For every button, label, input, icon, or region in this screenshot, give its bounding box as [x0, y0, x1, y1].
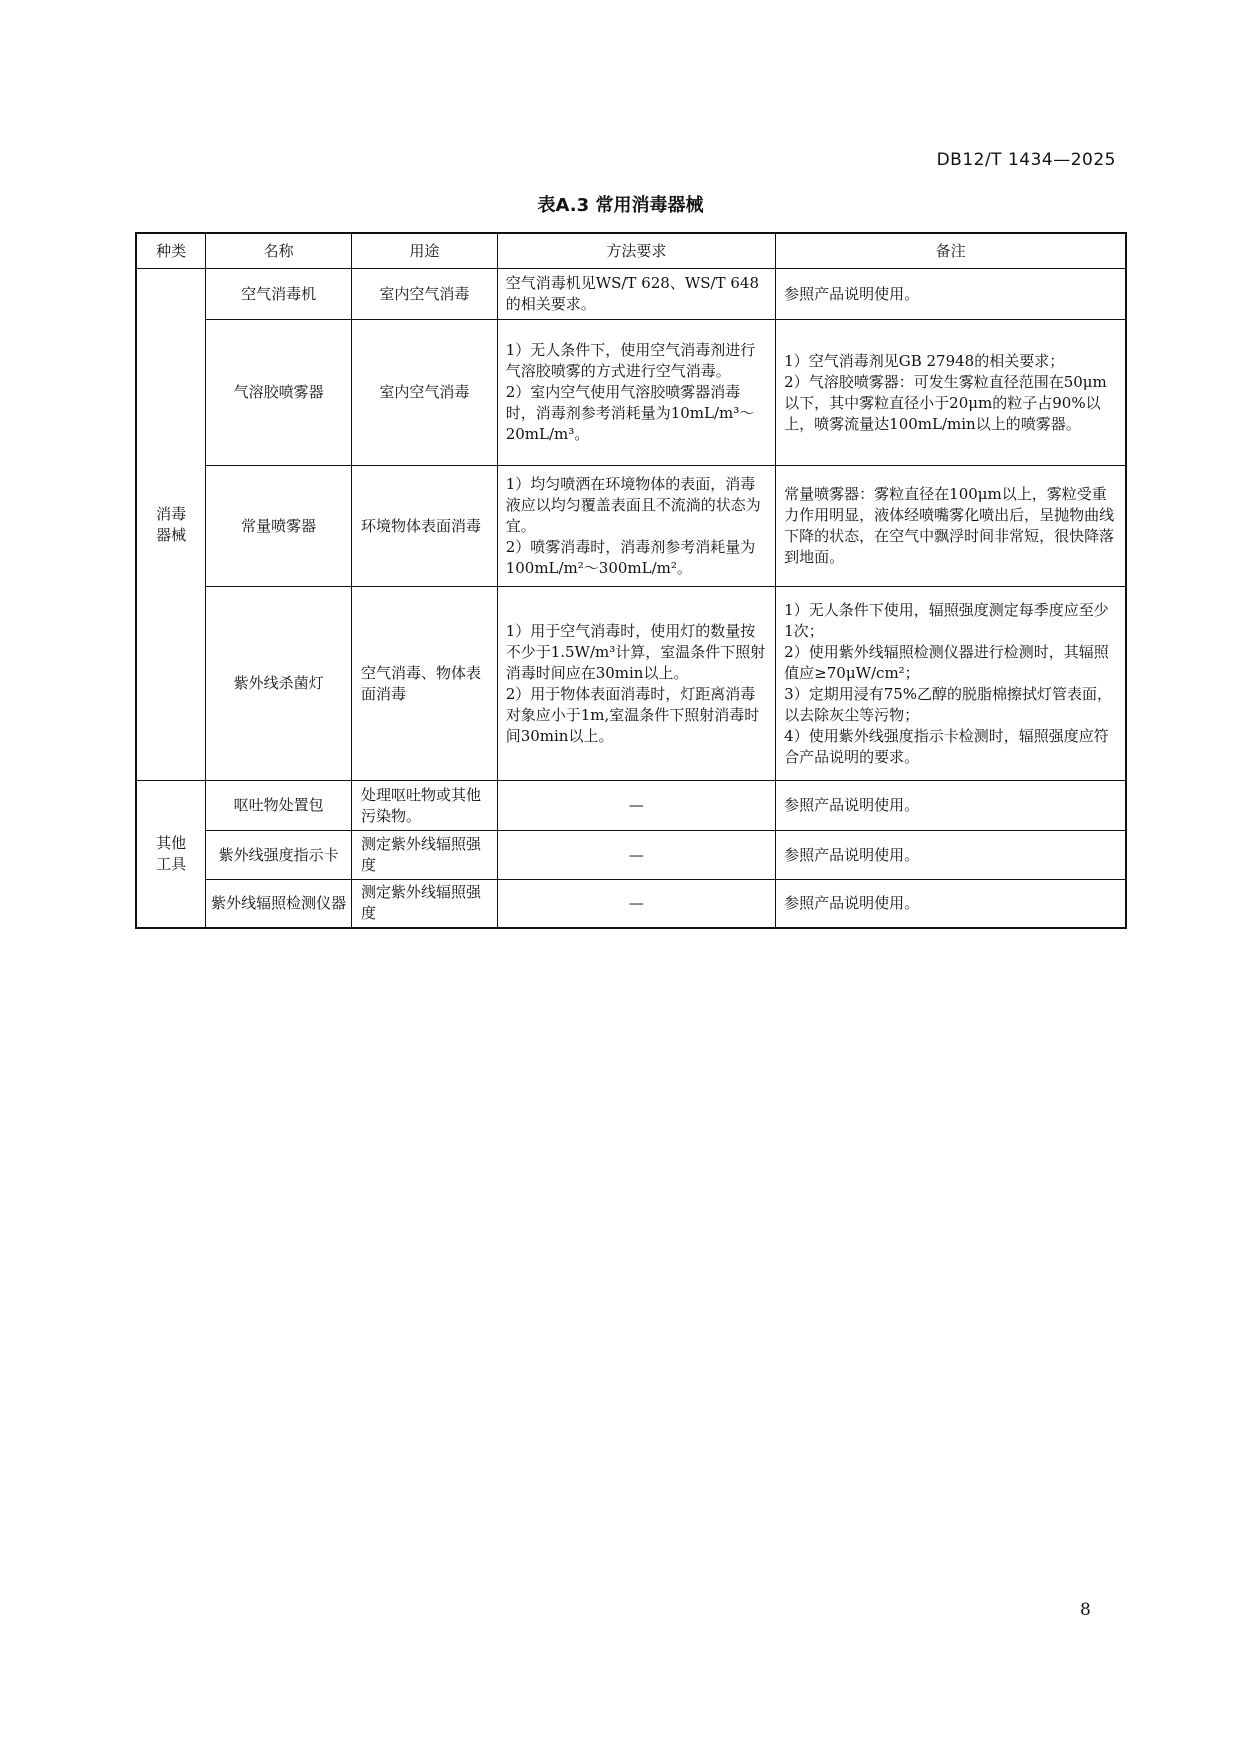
remark-cell: 参照产品说明使用。	[776, 269, 1126, 320]
table-row	[136, 466, 1126, 587]
name-cell: 空气消毒机	[206, 269, 352, 320]
table-header-row	[136, 233, 1126, 269]
column-header-remark: 备注	[776, 233, 1126, 269]
use-cell: 环境物体表面消毒	[351, 466, 497, 587]
category-cell: 消毒 器械	[136, 269, 206, 781]
disinfection-equipment-table	[135, 232, 1127, 929]
name-cell: 呕吐物处置包	[206, 781, 352, 831]
remark-cell: 参照产品说明使用。	[776, 831, 1126, 880]
method-cell: —	[497, 880, 775, 928]
use-cell: 测定紫外线辐照强度	[351, 880, 497, 928]
table-row	[136, 880, 1126, 928]
method-cell: 空气消毒机见WS/T 628、WS/T 648的相关要求。	[497, 269, 775, 320]
table-row	[136, 781, 1126, 831]
table-row	[136, 269, 1126, 320]
remark-cell: 1）无人条件下使用，辐照强度测定每季度应至少1次； 2）使用紫外线辐照检测仪器进行检测时，其辐照值应≥70μW/cm²； 3）定期用浸有75%乙醇的脱脂棉擦拭灯管表面，以去除灰尘等污物； 4）使用紫外线强度指示卡检测时，辐照强度应符合产品说明的要求。	[776, 587, 1126, 781]
remark-cell: 常量喷雾器：雾粒直径在100μm以上，雾粒受重力作用明显，液体经喷嘴雾化喷出后，呈抛物曲线下降的状态，在空气中飘浮时间非常短，很快降落到地面。	[776, 466, 1126, 587]
method-cell: —	[497, 781, 775, 831]
use-cell: 空气消毒、物体表面消毒	[351, 587, 497, 781]
category-cell: 其他 工具	[136, 781, 206, 928]
table-title: 表A.3 常用消毒器械	[537, 195, 704, 216]
column-header-use: 用途	[351, 233, 497, 269]
remark-cell: 1）空气消毒剂见GB 27948的相关要求； 2）气溶胶喷雾器：可发生雾粒直径范围在50μm以下，其中雾粒直径小于20μm的粒子占90%以上，喷雾流量达100mL/min以上的喷雾器。	[776, 320, 1126, 466]
name-cell: 常量喷雾器	[206, 466, 352, 587]
column-header-method: 方法要求	[497, 233, 775, 269]
column-header-name: 名称	[206, 233, 352, 269]
name-cell: 气溶胶喷雾器	[206, 320, 352, 466]
method-cell: 1）均匀喷洒在环境物体的表面，消毒液应以均匀覆盖表面且不流淌的状态为宜。 2）喷雾消毒时，消毒剂参考消耗量为100mL/m²～300mL/m²。	[497, 466, 775, 587]
use-cell: 室内空气消毒	[351, 320, 497, 466]
column-header-category: 种类	[136, 233, 206, 269]
method-cell: 1）用于空气消毒时，使用灯的数量按不少于1.5W/m³计算，室温条件下照射消毒时间应在30min以上。 2）用于物体表面消毒时，灯距离消毒对象应小于1m,室温条件下照射消毒时间30min以上。	[497, 587, 775, 781]
page-number: 8	[1080, 1600, 1091, 1620]
name-cell: 紫外线杀菌灯	[206, 587, 352, 781]
table-row	[136, 320, 1126, 466]
table-row	[136, 587, 1126, 781]
remark-cell: 参照产品说明使用。	[776, 781, 1126, 831]
use-cell: 室内空气消毒	[351, 269, 497, 320]
method-cell: —	[497, 831, 775, 880]
use-cell: 测定紫外线辐照强度	[351, 831, 497, 880]
name-cell: 紫外线辐照检测仪器	[206, 880, 352, 928]
method-cell: 1）无人条件下，使用空气消毒剂进行气溶胶喷雾的方式进行空气消毒。 2）室内空气使用气溶胶喷雾器消毒时，消毒剂参考消耗量为10mL/m³～20mL/m³。	[497, 320, 775, 466]
document-code: DB12/T 1434—2025	[936, 150, 1116, 170]
table-row	[136, 831, 1126, 880]
remark-cell: 参照产品说明使用。	[776, 880, 1126, 928]
use-cell: 处理呕吐物或其他污染物。	[351, 781, 497, 831]
name-cell: 紫外线强度指示卡	[206, 831, 352, 880]
